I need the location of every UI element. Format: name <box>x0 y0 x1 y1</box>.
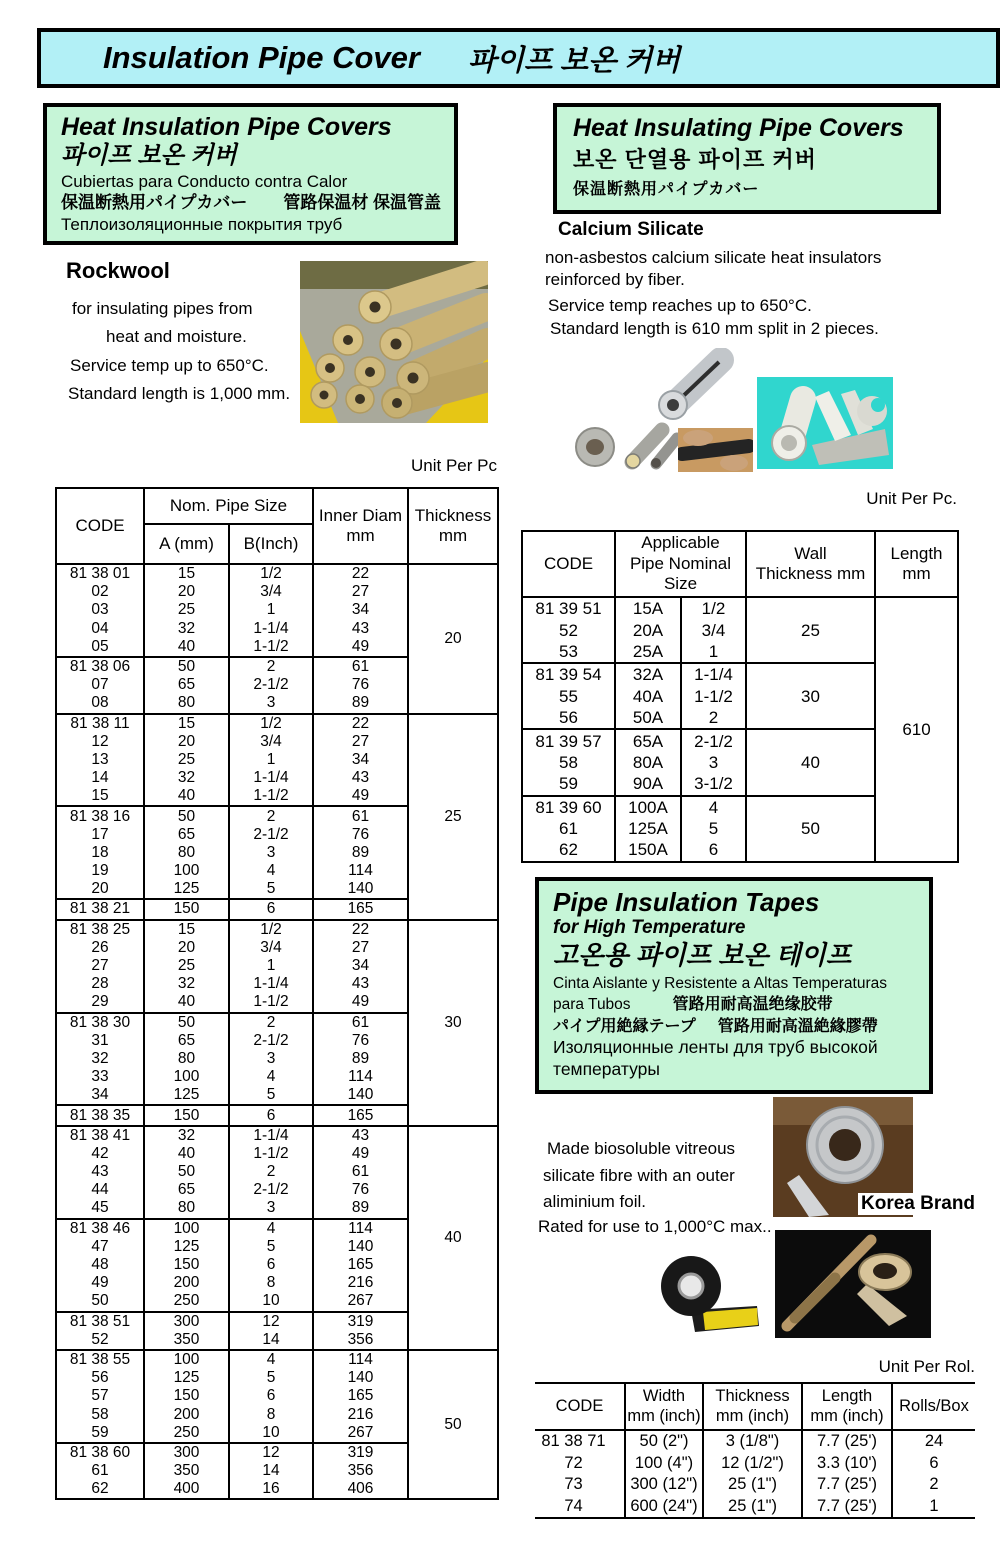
table-row: 58 80A 3 <box>522 752 958 773</box>
table-row: 81 38 06 50 2 61 <box>56 657 498 676</box>
col-header-code: CODE <box>56 488 144 564</box>
tape-note-2: silicate fibre with an outer <box>543 1166 735 1185</box>
heat-insulation-pipe-covers-box <box>43 103 458 245</box>
table-row: 56 50A 2 <box>522 707 958 729</box>
table-row: 81 38 60 300 12 319 <box>56 1443 498 1462</box>
table-row: 73 300 (12") 25 (1") 7.7 (25') 2 <box>535 1474 975 1496</box>
table-row: 53 25A 1 <box>522 641 958 663</box>
table-row: 81 39 54 32A 1-1/4 30 <box>522 663 958 685</box>
col-header-thickness: Thickness mm (inch) <box>703 1383 802 1430</box>
table-row: 81 38 16 50 2 61 <box>56 806 498 825</box>
table-row: 81 39 60 100A 4 50 <box>522 796 958 818</box>
table-row: 17 65 2-1/2 76 <box>56 826 498 844</box>
table-row: 04 32 1-1/4 43 <box>56 620 498 638</box>
korea-brand-label: Korea Brand <box>858 1193 978 1215</box>
table-row: 61 350 14 356 <box>56 1462 498 1480</box>
table-row: 45 80 3 89 <box>56 1199 498 1218</box>
tape-table <box>535 1382 975 1519</box>
tapes-title: Pipe Insulation Tapes <box>553 887 820 917</box>
table-row: 52 350 14 356 <box>56 1331 498 1350</box>
table-row: 55 40A 1-1/2 <box>522 686 958 707</box>
unit-per-rol-label: Unit Per Rol. <box>878 1357 975 1376</box>
table-row: 57 150 6 165 <box>56 1387 498 1405</box>
table-row: 14 32 1-1/4 43 <box>56 769 498 787</box>
col-header-length: Length mm (inch) <box>802 1383 892 1430</box>
tapes-subtitle: for High Temperature <box>553 916 746 938</box>
table-row: 59 250 10 267 <box>56 1424 498 1443</box>
table-row: 28 32 1-1/4 43 <box>56 975 498 993</box>
rockwool-desc-3: Service temp up to 650°C. <box>70 356 269 375</box>
col-header-rolls-box: Rolls/Box <box>892 1383 975 1430</box>
table-row: 03 25 1 34 <box>56 601 498 619</box>
right-box-title-ko: 보온 단열용 파이프 커버 <box>573 147 817 173</box>
table-header-row <box>56 488 498 524</box>
tape-note-3: aliminium foil. <box>543 1192 646 1211</box>
table-row: 58 200 8 216 <box>56 1405 498 1423</box>
table-row: 81 38 30 50 2 61 <box>56 1013 498 1032</box>
tape-note-1: Made biosoluble vitreous <box>547 1139 736 1158</box>
col-header-nom-pipe-size: Nom. Pipe Size <box>144 488 313 524</box>
tapes-japanese: パイプ用絶縁テープ 管路用耐高溫絶緣膠帶 <box>553 1017 878 1035</box>
page-title-en: Insulation Pipe Cover <box>103 40 420 75</box>
table-row: 12 20 3/4 27 <box>56 733 498 751</box>
rockwool-desc-4: Standard length is 1,000 mm. <box>68 384 291 403</box>
table-row: 26 20 3/4 27 <box>56 939 498 957</box>
left-box-russian: Теплоизоляционные покрытия труб <box>61 215 343 235</box>
table-row: 62 150A 6 <box>522 839 958 861</box>
table-row: 56 125 5 140 <box>56 1369 498 1387</box>
pipe-wrapping-tape-photo <box>775 1230 931 1338</box>
table-row: 07 65 2-1/2 76 <box>56 676 498 694</box>
foil-split-pipe-photo <box>655 348 735 420</box>
heat-insulating-pipe-covers-box <box>553 103 941 214</box>
table-row: 08 80 3 89 <box>56 694 498 713</box>
tapes-spanish-2: para Tubos 管路用耐高温绝缘胶带 <box>553 995 833 1013</box>
table-row: 49 200 8 216 <box>56 1274 498 1292</box>
table-row: 05 40 1-1/2 49 <box>56 638 498 657</box>
table-row: 81 39 57 65A 2-1/2 40 <box>522 729 958 751</box>
table-row: 33 100 4 114 <box>56 1068 498 1086</box>
table-row: 27 25 1 34 <box>56 957 498 975</box>
table-row: 18 80 3 89 <box>56 844 498 862</box>
table-row: 81 38 11 15 1/2 22 25 <box>56 714 498 733</box>
table-row: 44 65 2-1/2 76 <box>56 1181 498 1199</box>
tape-note-4: Rated for use to 1,000°C max.. <box>538 1217 772 1236</box>
left-box-title: Heat Insulation Pipe Covers <box>61 113 392 141</box>
right-box-title: Heat Insulating Pipe Covers <box>573 114 904 142</box>
table-row: 43 50 2 61 <box>56 1163 498 1181</box>
table-row: 13 25 1 34 <box>56 751 498 769</box>
calcium-silicate-shapes-photo <box>757 377 893 469</box>
rockwool-desc-1: for insulating pipes from <box>72 299 253 318</box>
table-row: 81 38 55 100 4 114 50 <box>56 1350 498 1369</box>
pipe-insulation-tapes-box <box>535 877 933 1094</box>
table-row: 48 150 6 165 <box>56 1256 498 1274</box>
tapes-title-ko: 고온용 파이프 보온 테이프 <box>553 940 851 971</box>
table-row: 81 38 46 100 4 114 <box>56 1219 498 1238</box>
table-row: 19 100 4 114 <box>56 862 498 880</box>
cs-desc-1: non-asbestos calcium silicate heat insulators <box>545 248 882 267</box>
unit-per-pc-label-left: Unit Per Pc <box>411 456 497 475</box>
table-row: 20 125 5 140 <box>56 880 498 899</box>
black-tape-roll-photo <box>645 1252 763 1338</box>
table-row: 81 38 35 150 6 165 <box>56 1105 498 1125</box>
table-row: 81 38 71 50 (2") 3 (1/8") 7.7 (25') 24 <box>535 1430 975 1453</box>
table-row: 81 38 51 300 12 319 <box>56 1312 498 1331</box>
table-row: 02 20 3/4 27 <box>56 583 498 601</box>
left-box-cjk: 保温断熱用パイプカバー 管路保温材 保温管盖 <box>61 193 442 213</box>
col-header-wall-thickness: Wall Thickness mm <box>746 531 875 597</box>
table-row: 72 100 (4") 12 (1/2") 3.3 (10') 6 <box>535 1453 975 1475</box>
table-row: 29 40 1-1/2 49 <box>56 993 498 1012</box>
tapes-russian-2: температуры <box>553 1059 660 1080</box>
table-row: 81 38 01 15 1/2 22 20 <box>56 564 498 583</box>
table-row: 81 38 41 32 1-1/4 43 40 <box>56 1126 498 1145</box>
col-header-inner-diam: Inner Diam mm <box>313 488 408 564</box>
table-row: 32 80 3 89 <box>56 1050 498 1068</box>
page-title-banner <box>37 28 1000 88</box>
col-header-code: CODE <box>535 1383 625 1430</box>
rockwool-size-table <box>55 487 499 1500</box>
col-header-applicable-size: Applicable Pipe Nominal Size <box>615 531 746 597</box>
table-row: 81 39 51 15A 1/2 25 610 <box>522 597 958 619</box>
rockwool-heading: Rockwool <box>66 258 170 283</box>
small-pipes-photo <box>620 420 682 472</box>
table-row: 62 400 16 406 <box>56 1480 498 1499</box>
calcium-silicate-table <box>521 530 959 863</box>
cs-desc-4: Standard length is 610 mm split in 2 pieces. <box>550 319 879 338</box>
page-title-ko: 파이프 보온 커버 <box>467 44 681 77</box>
cs-desc-2: reinforced by fiber. <box>545 270 685 289</box>
table-row: 31 65 2-1/2 76 <box>56 1032 498 1050</box>
calcium-silicate-heading: Calcium Silicate <box>558 219 704 240</box>
col-header-code: CODE <box>522 531 615 597</box>
table-row: 81 38 25 15 1/2 22 30 <box>56 920 498 939</box>
pipe-ring-photo <box>567 420 625 472</box>
table-row: 50 250 10 267 <box>56 1292 498 1311</box>
tapes-spanish-1: Cinta Aislante y Resistente a Altas Temperaturas <box>553 974 887 992</box>
table-row: 34 125 5 140 <box>56 1086 498 1105</box>
table-row: 59 90A 3-1/2 <box>522 773 958 795</box>
tapes-russian-1: Изоляционные ленты для труб высокой <box>553 1037 878 1058</box>
hands-wrapping-photo <box>678 428 753 472</box>
col-header-b-inch: B(Inch) <box>229 524 313 564</box>
rockwool-desc-2: heat and moisture. <box>106 327 247 346</box>
col-header-a-mm: A (mm) <box>144 524 229 564</box>
table-row: 52 20A 3/4 <box>522 619 958 640</box>
left-box-title-ko: 파이프 보온 커버 <box>61 142 237 169</box>
right-box-japanese: 保温断熱用パイプカバー <box>573 181 760 199</box>
unit-per-pc-label-right: Unit Per Pc. <box>866 489 957 508</box>
table-row: 61 125A 5 <box>522 818 958 839</box>
col-header-thickness: Thickness mm <box>408 488 498 564</box>
table-header-row <box>535 1383 975 1430</box>
col-header-length: Length mm <box>875 531 958 597</box>
table-row: 42 40 1-1/2 49 <box>56 1145 498 1163</box>
col-header-width: Width mm (inch) <box>625 1383 703 1430</box>
rockwool-photo <box>300 261 488 423</box>
table-row: 47 125 5 140 <box>56 1238 498 1256</box>
cs-desc-3: Service temp reaches up to 650°C. <box>548 296 812 315</box>
table-row: 15 40 1-1/2 49 <box>56 787 498 806</box>
table-row: 74 600 (24") 25 (1") 7.7 (25') 1 <box>535 1496 975 1519</box>
table-header-row <box>522 531 958 597</box>
table-row: 81 38 21 150 6 165 <box>56 899 498 919</box>
left-box-spanish: Cubiertas para Conducto contra Calor <box>61 171 348 191</box>
